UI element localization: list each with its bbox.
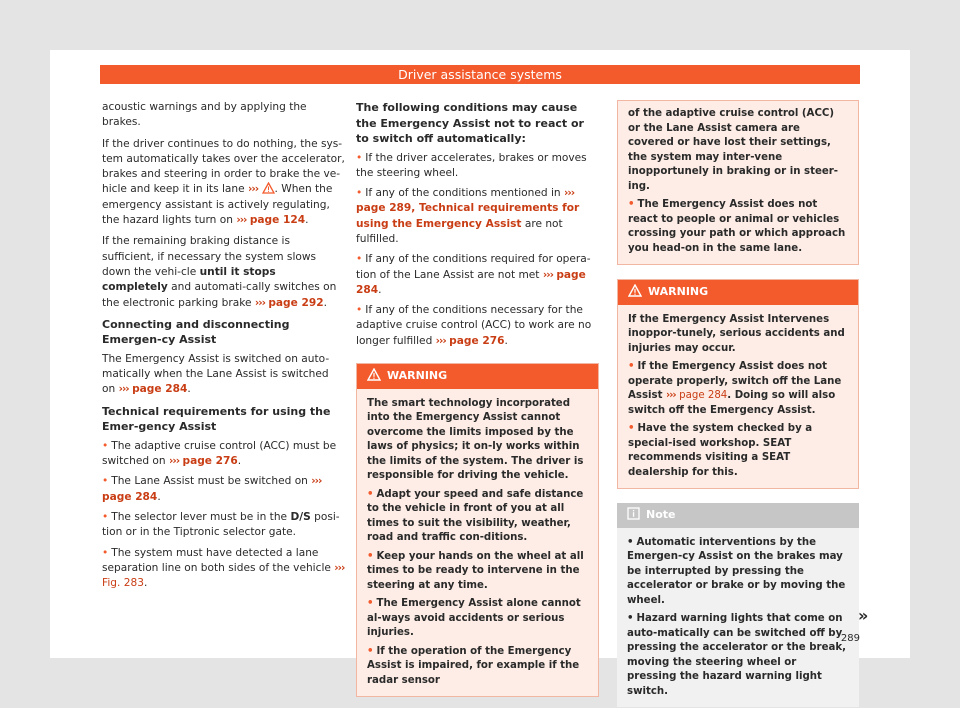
warning-header — [618, 280, 858, 305]
arrow-icon: ››› — [254, 296, 265, 309]
bullet-icon: • — [367, 645, 374, 657]
note-item: • Hazard warning lights that come on auto-matically can be switched off by pressing the accelerator or the break, moving the steering wheel or pressing the hazard warning light switch. — [627, 613, 847, 697]
warning-item: • The Emergency Assist alone cannot al-ways avoid accidents or serious injuries. — [367, 598, 581, 639]
arrow-icon: ››› — [542, 268, 553, 281]
warning-item: • If the Emergency Assist does not operate properly, switch off the Lane Assist ››› page 284. Doing so will also switch off the Emergency Assist. — [628, 361, 842, 416]
warning-text: of the adaptive cruise control (ACC) or the Lane Assist camera are covered or have lost their settings, the system may inter-vene inopportunely in braking or in steer-ing. — [628, 108, 839, 192]
info-icon — [627, 507, 640, 520]
list-item: • The adaptive cruise control (ACC) must be switched on ››› page 276. — [102, 439, 337, 468]
bullet-icon: • — [356, 151, 363, 164]
bold-text: until it stops completely — [102, 265, 276, 294]
warning-text: The smart technology incorporated into the Emergency Assist cannot overcome the limits imposed by the laws of physics; it on-ly works within the limits of the system. The driver is responsible for driving the vehicle. — [367, 397, 584, 482]
note-title: Note — [646, 508, 676, 521]
warning-triangle-icon — [628, 284, 642, 297]
warning-box-continued — [617, 100, 859, 265]
column-3 — [617, 100, 859, 707]
subheading: Connecting and disconnecting Emergen-cy Assist — [102, 317, 290, 347]
section-title: Driver assistance systems — [398, 67, 562, 82]
list-item: • If the driver accelerates, brakes or moves the steering wheel. — [356, 151, 587, 179]
arrow-icon: ››› — [248, 183, 259, 196]
list-item: • The Lane Assist must be switched on ››› page 284. — [102, 475, 322, 503]
paragraph: If the driver continues to do nothing, the sys-tem automatically takes over the accelerator, brakes and steering in order to brake the ve-hicle and keep it in its lane ››› . When the emergency assistant is actively regulating, the hazard lights turn on ››› page 124. — [102, 137, 345, 227]
continued-icon: » — [858, 606, 869, 625]
warning-title: WARNING — [387, 369, 448, 383]
bullet-icon: • — [356, 253, 363, 266]
arrow-icon: ››› — [334, 561, 345, 574]
section-header — [100, 65, 860, 84]
page-link[interactable]: page 289, Technical requirements for using the Emergency Assist — [356, 202, 580, 230]
warning-triangle-icon — [367, 368, 381, 381]
warning-item: • The Emergency Assist does not react to people or animal or vehicles crossing your path or which approach you head-on in the same lane. — [628, 199, 846, 254]
list-item: • If any of the conditions mentioned in ››› page 289, Technical requirements for using the Emergency Assist are not fulfilled. — [356, 187, 580, 245]
bullet-icon: • — [628, 199, 635, 210]
list-item: • The selector lever must be in the D/S posi-tion or in the Tiptronic selector gate. — [102, 510, 340, 539]
column-1 — [102, 100, 345, 596]
note-item: • Automatic interventions by the Emergen-cy Assist on the brakes may be interrupted by pressing the accelerator or brake or by moving the wheel. — [627, 536, 846, 606]
bullet-icon: • — [102, 546, 109, 559]
arrow-icon: ››› — [169, 455, 180, 468]
note-box — [617, 503, 859, 707]
bullet-icon: • — [356, 304, 363, 317]
bullet-icon: • — [627, 536, 634, 548]
page-number: 289 — [840, 633, 860, 644]
bullet-icon: • — [627, 613, 634, 624]
page-link[interactable]: page 284 — [356, 268, 586, 296]
warning-box — [356, 363, 599, 697]
arrow-icon: ››› — [564, 187, 575, 200]
warning-text: If the Emergency Assist Intervenes inoppor-tunely, serious accidents and injuries may occur. — [628, 313, 845, 354]
figure-link[interactable]: Fig. 283 — [102, 577, 144, 590]
warning-item: • Have the system checked by a special-ised workshop. SEAT recommends visiting a SEAT dealership for this. — [628, 423, 813, 478]
arrow-icon: ››› — [236, 214, 247, 227]
note-header — [617, 503, 859, 528]
warning-header — [357, 364, 598, 389]
warning-box — [617, 279, 859, 489]
list-item: • If any of the conditions required for opera-tion of the Lane Assist are not met ››› page 284. — [356, 253, 591, 296]
bullet-icon: • — [367, 550, 374, 562]
warning-item: • Keep your hands on the wheel at all times to be ready to intervene in the steering at any time. — [367, 550, 584, 591]
arrow-icon: ››› — [118, 383, 129, 396]
subheading: Technical requirements for using the Emer-gency Assist — [102, 404, 331, 434]
page-link[interactable]: page 276 — [182, 455, 238, 468]
page-link[interactable]: page 124 — [249, 214, 306, 227]
bullet-icon: • — [628, 361, 635, 372]
bullet-icon: • — [367, 598, 374, 610]
column-2 — [356, 100, 599, 697]
bullet-icon: • — [102, 439, 109, 452]
list-item: • The system must have detected a lane separation line on both sides of the vehicle ››› Fig. 283. — [102, 546, 345, 590]
warning-item: • If the operation of the Emergency Assist is impaired, for example if the radar sensor — [367, 645, 580, 686]
page-link[interactable]: page 284 — [679, 390, 728, 401]
page-link[interactable]: page 284 — [102, 490, 158, 503]
page-link[interactable]: page 292 — [268, 296, 324, 309]
arrow-icon: ››› — [666, 390, 676, 401]
bullet-icon: • — [102, 510, 109, 523]
arrow-icon: ››› — [435, 334, 446, 347]
page-link[interactable]: page 284 — [132, 383, 188, 396]
bullet-icon: • — [367, 488, 374, 500]
bullet-icon: • — [102, 475, 109, 488]
manual-page — [50, 50, 910, 697]
subheading: The following conditions may cause the Emergency Assist not to react or to switch off automatically: — [356, 101, 584, 145]
paragraph: If the remaining braking distance is sufficient, if necessary the system slows down the vehi-cle until it stops completely and automati-cally switches on the electronic parking brake ››› page 292. — [102, 235, 337, 309]
warning-item: • Adapt your speed and safe distance to the vehicle in front of you at all times to suit the visibility, weather, road and traffic con-ditions. — [367, 488, 584, 544]
bullet-icon: • — [628, 423, 635, 434]
arrow-icon: ››› — [311, 475, 322, 488]
warning-triangle-icon — [262, 182, 275, 194]
warning-title: WARNING — [648, 285, 709, 298]
paragraph: acoustic warnings and by applying the brakes. — [102, 101, 307, 129]
page-link[interactable]: page 276 — [449, 334, 505, 347]
bullet-icon: • — [356, 187, 363, 200]
list-item: • If any of the conditions necessary for the adaptive cruise control (ACC) to work are no longer fulfilled ››› page 276. — [356, 304, 592, 347]
paragraph: The Emergency Assist is switched on auto-matically when the Lane Assist is switched on ››› page 284. — [102, 352, 330, 396]
